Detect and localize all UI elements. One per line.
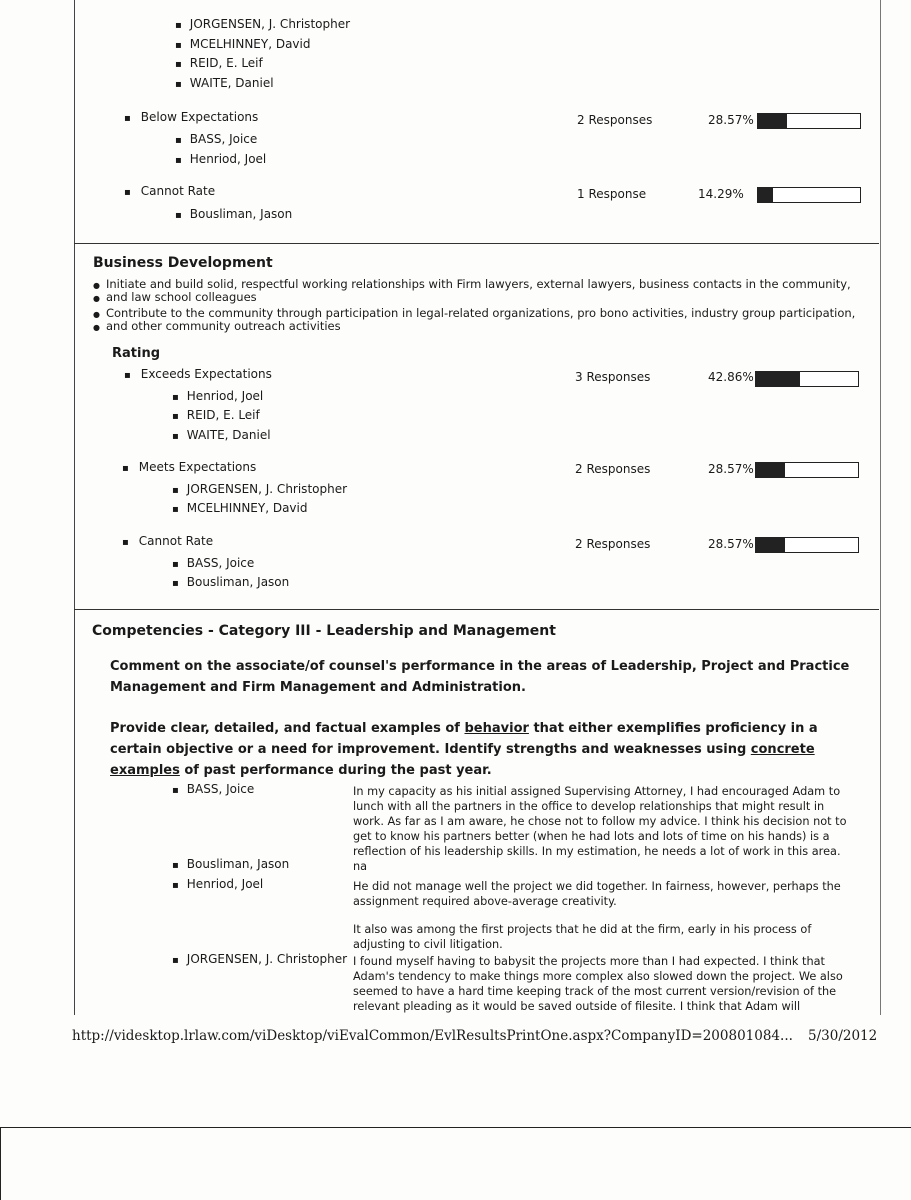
list-item: ▪ REID, E. Leif <box>175 56 263 70</box>
percent-bar <box>755 462 859 478</box>
section-title: Business Development <box>93 255 273 271</box>
list-item: ▪ Bousliman, Jason <box>172 575 289 589</box>
criteria-bullet: ● Initiate and build solid, respectful working relationships with Firm lawyers, external lawyers, business contacts in the community, <box>93 277 851 291</box>
section-title: Competencies - Category III - Leadership and Management <box>92 623 556 639</box>
reviewer-comment: It also was among the first projects that he did at the firm, early in his process of adjusting to civil litigation. <box>353 923 812 951</box>
list-item: ▪ JORGENSEN, J. Christopher <box>175 17 350 31</box>
percent-bar <box>757 187 861 203</box>
response-percent: 14.29% <box>698 187 744 201</box>
reviewer-name: ▪ Henriod, Joel <box>172 877 263 891</box>
rating-category: ▪ Meets Expectations <box>122 460 256 474</box>
reviewer-comment: He did not manage well the project we did together. In fairness, however, perhaps the assignment required above-average creativity. <box>353 880 841 908</box>
percent-bar <box>757 113 861 129</box>
instructions-text: of past performance during the past year. <box>184 763 492 778</box>
response-count: 3 Responses <box>575 370 651 384</box>
list-item: ▪ BASS, Joice <box>175 132 257 146</box>
response-count: 2 Responses <box>575 537 651 551</box>
rating-category: ▪ Below Expectations <box>124 110 258 124</box>
list-item: ▪ Henriod, Joel <box>172 389 263 403</box>
list-item: ▪ Henriod, Joel <box>175 152 266 166</box>
scan-edge <box>0 1127 911 1128</box>
section-divider <box>74 609 879 610</box>
criteria-text: and other community outreach activities <box>105 319 341 333</box>
instructions-text: that either exemplifies proficiency in a certain objective or a need for improvement. Identify strengths and weaknesses using <box>110 721 818 757</box>
rating-category: ▪ Cannot Rate <box>124 184 215 198</box>
list-item: ▪ WAITE, Daniel <box>175 76 274 90</box>
percent-bar-fill <box>756 538 785 552</box>
criteria-bullet-cont <box>93 319 341 333</box>
section-divider <box>74 243 879 244</box>
response-percent: 42.86% <box>708 370 754 384</box>
rating-category: ▪ Exceeds Expectations <box>124 367 272 381</box>
percent-bar <box>755 537 859 553</box>
instructions-underlined: behavior <box>464 721 529 736</box>
percent-bar-fill <box>756 372 800 386</box>
reviewer-name: ▪ JORGENSEN, J. Christopher <box>172 952 347 966</box>
percent-bar <box>755 371 859 387</box>
reviewer-name: ▪ Bousliman, Jason <box>172 857 289 871</box>
instructions-underlined: examples <box>110 763 180 778</box>
instructions-underlined: concrete <box>750 742 815 757</box>
print-date: 5/30/2012 <box>808 1028 878 1044</box>
list-item: ▪ MCELHINNEY, David <box>175 37 310 51</box>
criteria-text: and law school colleagues <box>105 290 257 304</box>
instructions-text: Provide clear, detailed, and factual examples of <box>110 721 460 736</box>
list-item: ▪ MCELHINNEY, David <box>172 501 307 515</box>
percent-bar-fill <box>758 114 787 128</box>
list-item: ▪ BASS, Joice <box>172 556 254 570</box>
criteria-bullet-cont <box>93 290 257 304</box>
list-item: ▪ Bousliman, Jason <box>175 207 292 221</box>
response-count: 2 Responses <box>577 113 653 127</box>
reviewer-comment: na <box>353 860 368 873</box>
list-item: ▪ JORGENSEN, J. Christopher <box>172 482 347 496</box>
response-count: 2 Responses <box>575 462 651 476</box>
response-percent: 28.57% <box>708 113 754 127</box>
scan-edge <box>0 1127 1 1200</box>
list-item: ▪ REID, E. Leif <box>172 408 260 422</box>
rating-category: ▪ Cannot Rate <box>122 534 213 548</box>
percent-bar-fill <box>758 188 773 202</box>
print-url: http://videsktop.lrlaw.com/viDesktop/viEvalCommon/EvlResultsPrintOne.aspx?CompanyID=200801084... <box>72 1028 793 1044</box>
response-percent: 28.57% <box>708 537 754 551</box>
instructions <box>110 718 862 781</box>
rating-label: Rating <box>112 346 161 361</box>
percent-bar-fill <box>756 463 785 477</box>
response-percent: 28.57% <box>708 462 754 476</box>
response-count: 1 Response <box>577 187 647 201</box>
reviewer-comment: In my capacity as his initial assigned Supervising Attorney, I had encouraged Adam to lunch with all the partners in the office to develop relationships that might result in work. As far as I am aware, he chose not to follow my advice. I think his decision not to get to know his partners better (when he had lots and lots of time on his hands) is a reflection of his leadership skills. In my estimation, he needs a lot of work in this area. <box>353 785 847 858</box>
reviewer-name: ▪ BASS, Joice <box>172 782 254 796</box>
criteria-bullet: ● Contribute to the community through participation in legal-related organizations, pro bono activities, industry group participation, <box>93 306 855 320</box>
comment-prompt: Comment on the associate/of counsel's performance in the areas of Leadership, Project and Practice Management and Firm Management and Administration. <box>110 659 850 695</box>
reviewer-comment: I found myself having to babysit the projects more than I had expected. I think that Adam's tendency to make things more complex also slowed down the project. We also seemed to have a hard time keeping track of the most current version/revision of the relevant pleading as it would be saved outside of filesite. I think that Adam will <box>353 955 843 1013</box>
list-item: ▪ WAITE, Daniel <box>172 428 271 442</box>
